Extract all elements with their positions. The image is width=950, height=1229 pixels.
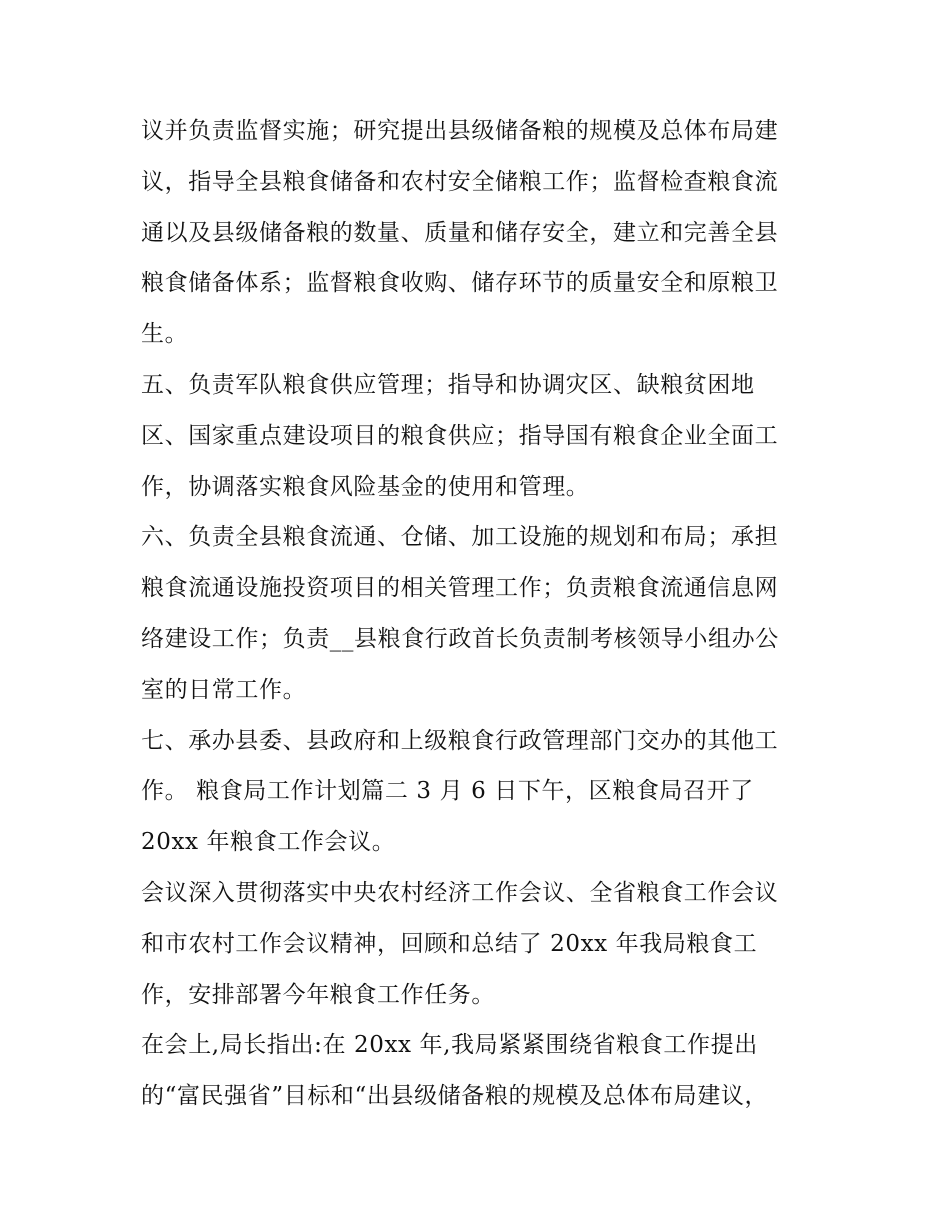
document-body: [141, 106, 821, 1122]
text-line: 议，指导全县粮食储备和农村安全储粮工作；监督检查粮食流: [141, 168, 779, 195]
text-line: 室的日常工作。: [141, 676, 307, 703]
text-line: 粮食储备体系；监督粮食收购、储存环节的质量安全和原粮卫: [141, 270, 779, 297]
text-line: 和市农村工作会议精神，回顾和总结了 20xx 年我局粮食工: [141, 930, 758, 957]
text-line: 粮食流通设施投资项目的相关管理工作；负责粮食流通信息网: [141, 575, 779, 602]
text-line: 生。: [141, 321, 189, 348]
text-line: 议并负责监督实施；研究提出县级储备粮的规模及总体布局建: [141, 118, 779, 144]
text-line: 五、负责军队粮食供应管理；指导和协调灾区、缺粮贫困地: [141, 371, 755, 398]
text-line: 络建设工作；负责__县粮食行政首长负责制考核领导小组办公: [141, 625, 779, 652]
text-line: 作，安排部署今年粮食工作任务。: [141, 981, 495, 1008]
text-line: 在会上,局长指出:在 20xx 年,我局紧紧围绕省粮食工作提出: [141, 1032, 758, 1059]
text-line: 七、承办县委、县政府和上级粮食行政管理部门交办的其他工: [141, 727, 779, 754]
text-line: 会议深入贯彻落实中央农村经济工作会议、全省粮食工作会议: [141, 879, 779, 906]
text-line: 六、负责全县粮食流通、仓储、加工设施的规划和布局；承担: [141, 524, 779, 551]
text-line: 作。 粮食局工作计划篇二 3 月 6 日下午，区粮食局召开了: [141, 778, 754, 805]
text-line: 作，协调落实粮食风险基金的使用和管理。: [141, 473, 590, 500]
text-line: 通以及县级储备粮的数量、质量和储存安全，建立和完善全县: [141, 219, 779, 246]
text-line: 的“富民强省”目标和“出县级储备粮的规模及总体布局建议，: [141, 1083, 769, 1110]
text-line: 区、国家重点建设项目的粮食供应；指导国有粮食企业全面工: [141, 422, 779, 449]
text-line: 20xx 年粮食工作会议。: [141, 829, 396, 856]
